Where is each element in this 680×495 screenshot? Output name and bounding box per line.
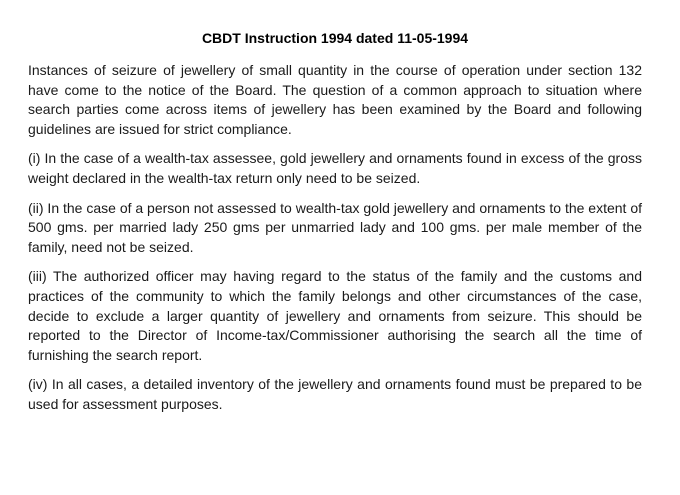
document-page	[28, 30, 642, 425]
guideline-iv-paragraph: (iv) In all cases, a detailed inventory of the jewellery and ornaments found must be prepared to be used for assessment purposes.	[28, 376, 642, 412]
guideline-i-paragraph: (i) In the case of a wealth-tax assessee, gold jewellery and ornaments found in excess of the gross weight declared in the wealth-tax return only need to be seized.	[28, 150, 642, 186]
guideline-iii-paragraph: (iii) The authorized officer may having regard to the status of the family and the customs and practices of the community to which the family belongs and other circumstances of the case, decide to exclude a larger quantity of jewellery and ornaments from seizure. This should be reported to the Director of Income-tax/Commissioner authorising the search all the time of furnishing the search report.	[28, 268, 642, 363]
guideline-ii-paragraph: (ii) In the case of a person not assessed to wealth-tax gold jewellery and ornaments to the extent of 500 gms. per married lady 250 gms per unmarried lady and 100 gms. per male member of the family, need not be seized.	[28, 199, 643, 255]
document-title: CBDT Instruction 1994 dated 11-05-1994	[201, 30, 469, 46]
intro-paragraph: Instances of seizure of jewellery of small quantity in the course of operation under section 132 have come to the notice of the Board. The question of a common approach to situation where search parties come across items of jewellery has been examined by the Board and following guidelines are issued for strict compliance.	[28, 62, 642, 137]
